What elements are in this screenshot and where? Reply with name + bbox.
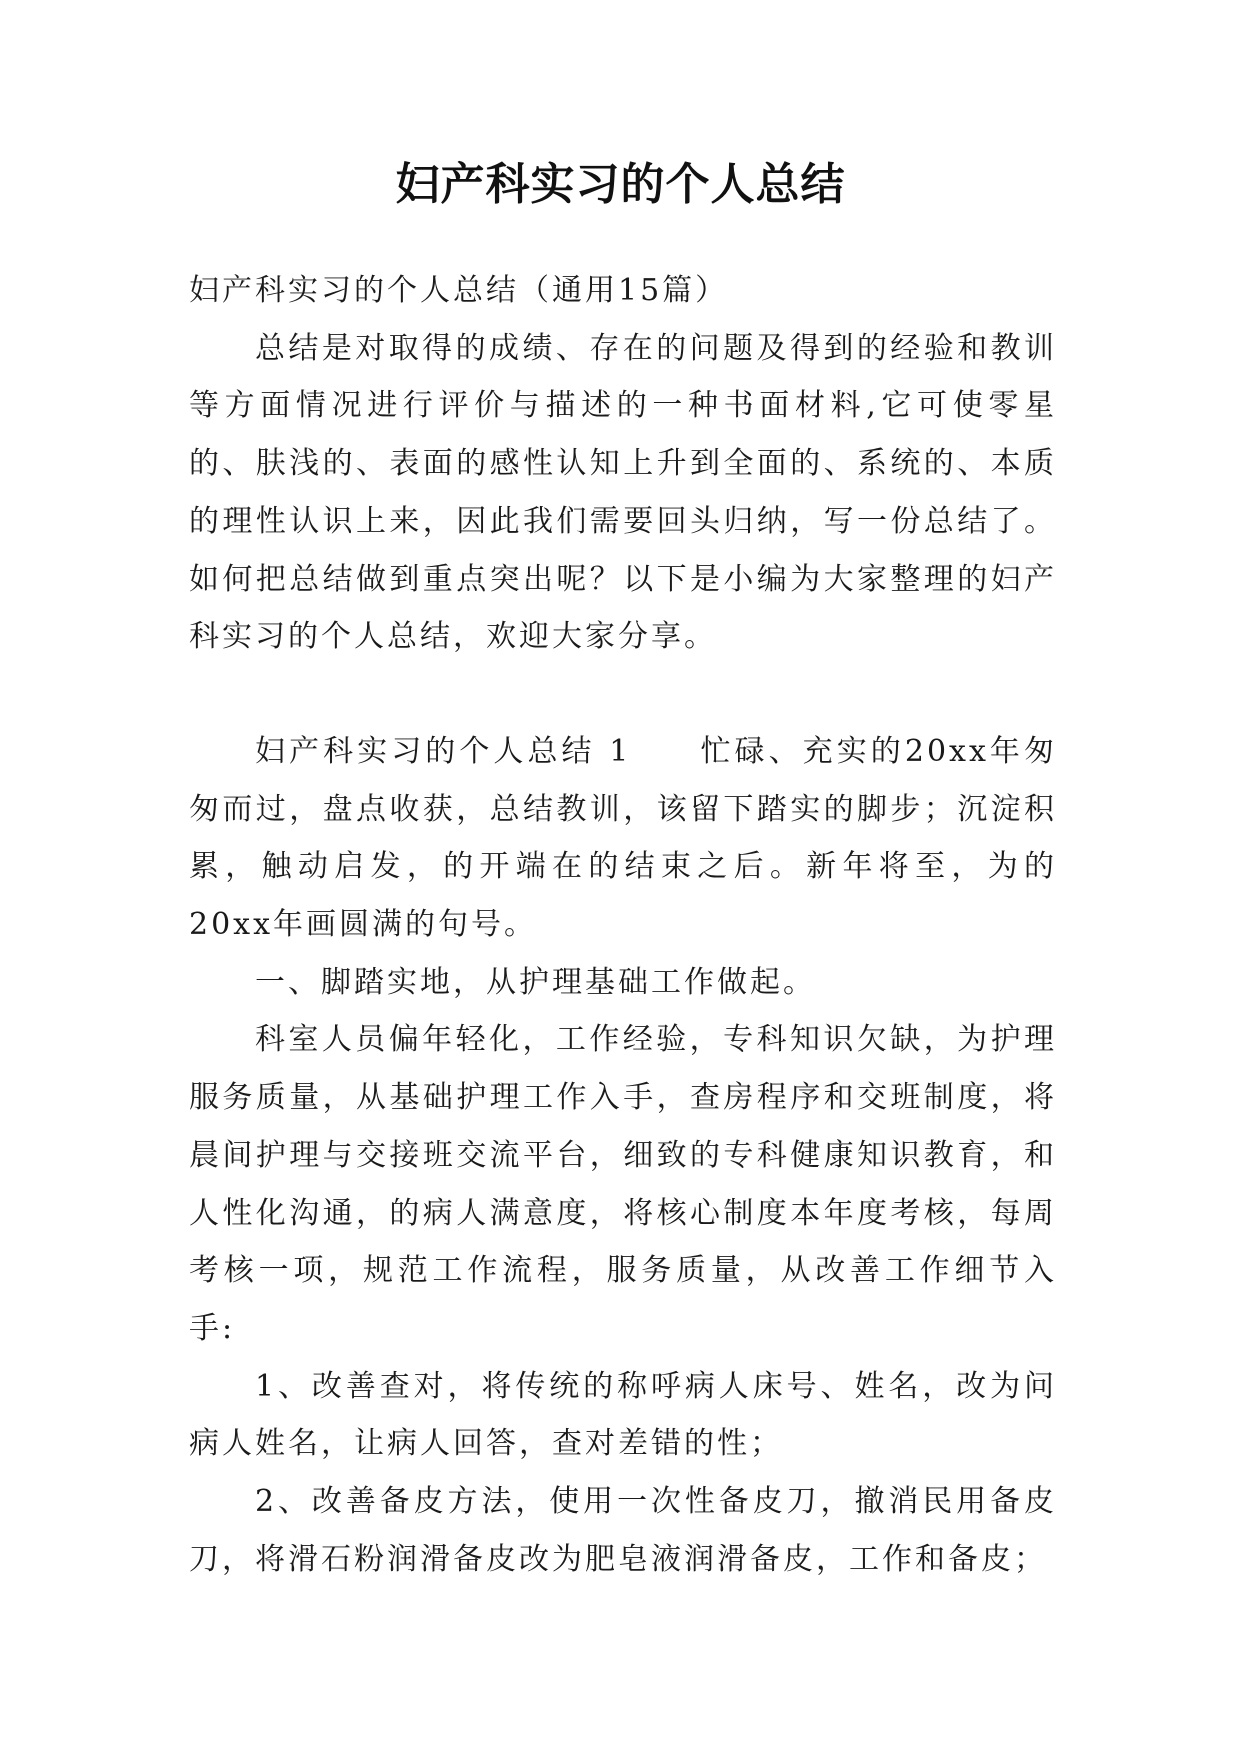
paragraph-nursing-basics: 科室人员偏年轻化，工作经验，专科知识欠缺，为护理服务质量，从基础护理工作入手，查房程序和交班制度，将晨间护理与交接班交流平台，细致的专科健康知识教育，和人性化沟通，的病人满意度，将核心制度本年度考核，每周考核一项，规范工作流程，服务质量，从改善工作细节入手:: [189, 1022, 1057, 1346]
section-heading-1: 一、脚踏实地，从护理基础工作做起。: [255, 964, 816, 1000]
list-item-2: 2、改善备皮方法，使用一次性备皮刀，撤消民用备皮刀，将滑石粉润滑备皮改为肥皂液润滑备皮，工作和备皮；: [189, 1484, 1057, 1577]
paragraph-summary-1: 妇产科实习的个人总结 1 忙碌、充实的20xx年匆匆而过，盘点收获，总结教训，该留下踏实的脚步；沉淀积累，触动启发，的开端在的结束之后。新年将至，为的20xx年画圆满的句号。: [189, 733, 1057, 943]
paragraph-gap: [189, 666, 1057, 723]
document-title: 妇产科实习的个人总结: [395, 159, 846, 210]
document-body: [189, 262, 1057, 1588]
paragraph-intro: 总结是对取得的成绩、存在的问题及得到的经验和教训等方面情况进行评价与描述的一种书面材料,它可使零星的、肤浅的、表面的感性认知上升到全面的、系统的、本质的理性认识上来，因此我们需要回头归纳，写一份总结了。如何把总结做到重点突出呢？以下是小编为大家整理的妇产科实习的个人总结，欢迎大家分享。: [189, 330, 1057, 655]
document-subtitle: 妇产科实习的个人总结（通用15篇）: [189, 273, 729, 308]
list-item-1: 1、改善查对，将传统的称呼病人床号、姓名，改为问病人姓名，让病人回答，查对差错的性；: [189, 1368, 1057, 1462]
